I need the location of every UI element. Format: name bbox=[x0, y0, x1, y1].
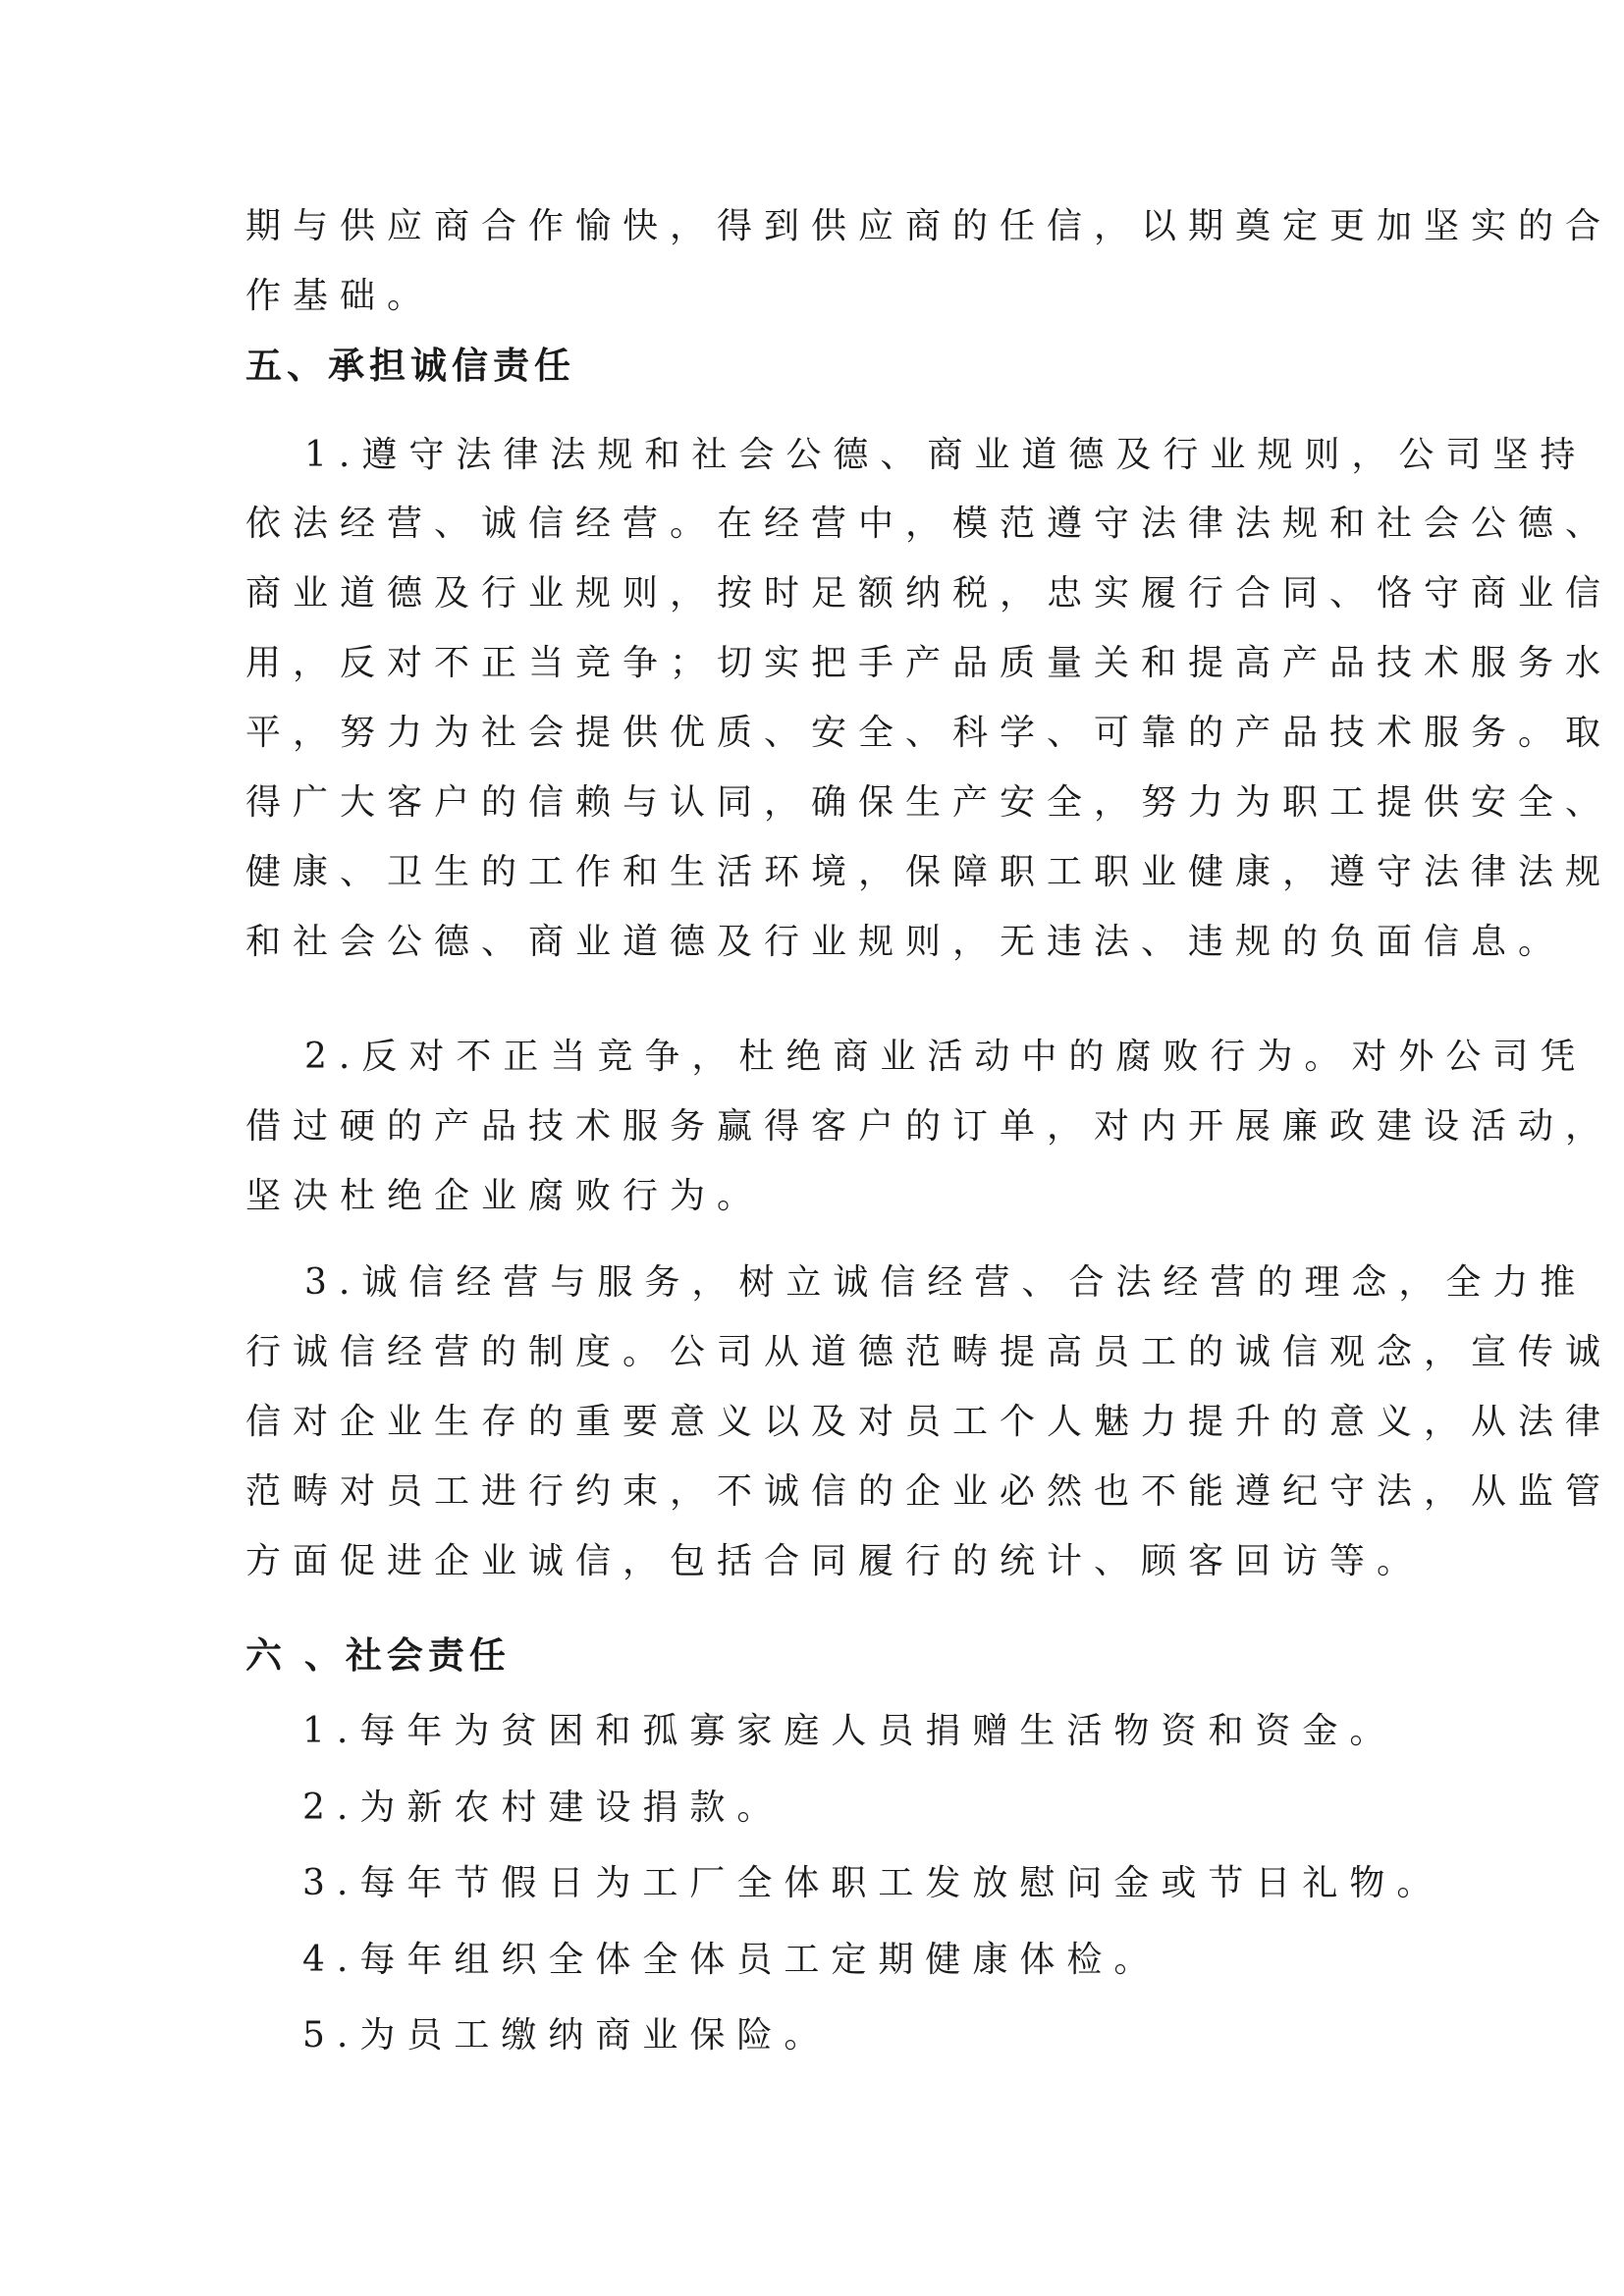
paragraph-line: 行诚信经营的制度。公司从道德范畴提高员工的诚信观念，宣传诚 bbox=[245, 1332, 1613, 1372]
paragraph-line: 方面促进企业诚信，包括合同履行的统计、顾客回访等。 bbox=[245, 1541, 1425, 1581]
paragraph-line: 和社会公德、商业道德及行业规则，无违法、违规的负面信息。 bbox=[245, 922, 1566, 962]
paragraph-line: 1.遵守法律法规和社会公德、商业道德及行业规则，公司坚持 bbox=[304, 435, 1588, 475]
intro-line: 期与供应商合作愉快，得到供应商的任信，以期奠定更加坚实的合 bbox=[245, 206, 1613, 246]
paragraph-line: 商业道德及行业规则，按时足额纳税，忠实履行合同、恪守商业信 bbox=[245, 573, 1613, 614]
list-item: 1.每年为贫困和孤寡家庭人员捐赠生活物资和资金。 bbox=[302, 1711, 1397, 1751]
list-item: 5.为员工缴纳商业保险。 bbox=[302, 2015, 832, 2056]
list-item: 4.每年组织全体全体员工定期健康体检。 bbox=[302, 1940, 1162, 1980]
paragraph-line: 依法经营、诚信经营。在经营中，模范遵守法律法规和社会公德、 bbox=[245, 504, 1613, 544]
intro-line: 作基础。 bbox=[245, 276, 435, 316]
section-heading-5: 五、承担诚信责任 bbox=[245, 345, 575, 387]
list-item: 2.为新农村建设捐款。 bbox=[302, 1788, 785, 1828]
paragraph-line: 信对企业生存的重要意义以及对员工个人魅力提升的意义，从法律 bbox=[245, 1402, 1613, 1442]
paragraph-line: 健康、卫生的工作和生活环境，保障职工职业健康，遵守法律法规 bbox=[245, 852, 1613, 892]
paragraph-line: 得广大客户的信赖与认同，确保生产安全，努力为职工提供安全、 bbox=[245, 782, 1613, 823]
paragraph-line: 借过硬的产品技术服务赢得客户的订单，对内开展廉政建设活动， bbox=[245, 1106, 1613, 1147]
paragraph-line: 用，反对不正当竞争；切实把手产品质量关和提高产品技术服务水 bbox=[245, 643, 1613, 683]
list-item: 3.每年节假日为工厂全体职工发放慰问金或节日礼物。 bbox=[302, 1863, 1444, 1903]
paragraph-line: 平，努力为社会提供优质、安全、科学、可靠的产品技术服务。取 bbox=[245, 713, 1613, 753]
paragraph-line: 坚决杜绝企业腐败行为。 bbox=[245, 1176, 765, 1216]
paragraph-line: 范畴对员工进行约束，不诚信的企业必然也不能遵纪守法，从监管 bbox=[245, 1471, 1613, 1512]
paragraph-line: 2.反对不正当竞争，杜绝商业活动中的腐败行为。对外公司凭 bbox=[304, 1037, 1588, 1077]
section-heading-6: 六 、社会责任 bbox=[245, 1634, 511, 1677]
paragraph-line: 3.诚信经营与服务，树立诚信经营、合法经营的理念，全力推 bbox=[304, 1262, 1588, 1303]
